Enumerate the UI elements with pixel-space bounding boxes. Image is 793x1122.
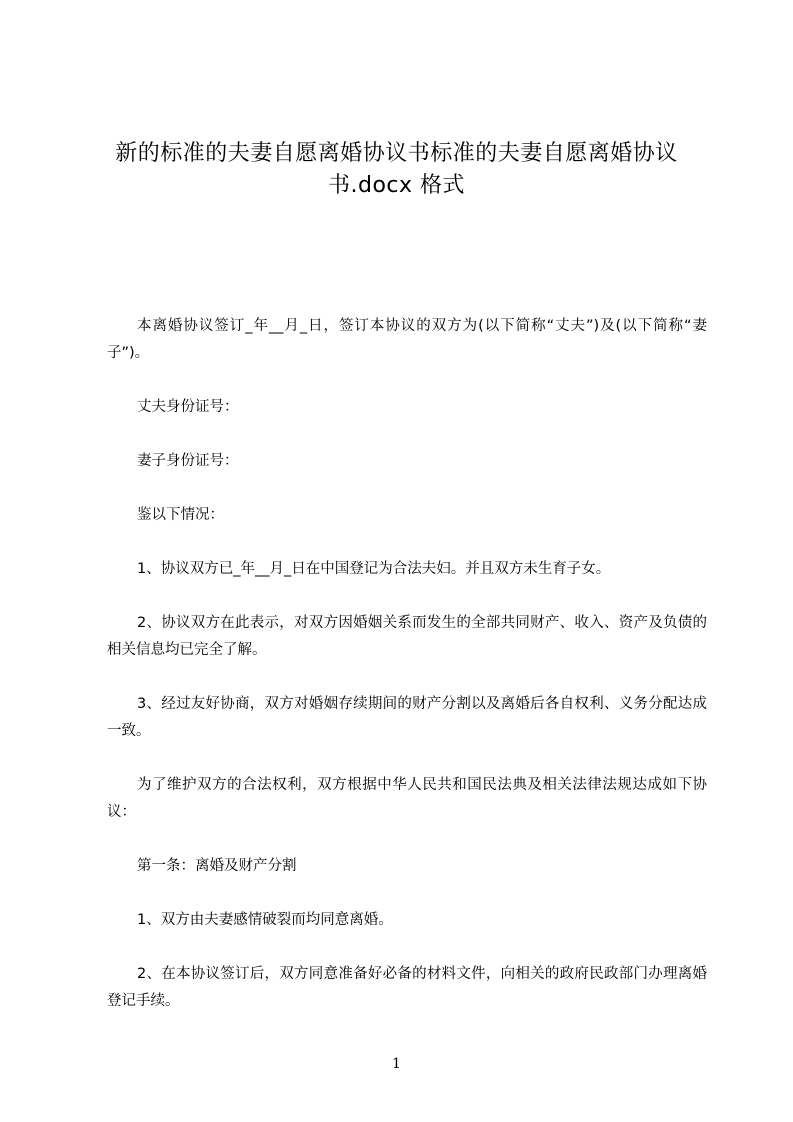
- paragraph-item-2: 2、协议双方在此表示，对双方因婚姻关系而发生的全部共同财产、收入、资产及负债的相关信息均已完全了解。: [107, 615, 707, 658]
- paragraph-agreement-intro: 本离婚协议签订_年__月_日，签订本协议的双方为(以下简称“丈夫”)及(以下简称“妻子”)。: [107, 318, 707, 361]
- paragraph-article-1-item-1: 1、双方由夫妻感情破裂而均同意离婚。: [137, 912, 393, 928]
- paragraph-whereas: 鉴以下情况：: [137, 507, 224, 523]
- paragraph-husband-id: 丈夫身份证号：: [137, 399, 239, 415]
- document-title: 新的标准的夫妻自愿离婚协议书标准的夫妻自愿离婚协议书.docx 格式: [115, 141, 678, 198]
- document-body: [107, 313, 707, 1042]
- page-number: 1: [392, 1056, 401, 1072]
- paragraph-article-1-item-2: 2、在本协议签订后，双方同意准备好必备的材料文件，向相关的政府民政部门办理离婚登记手续。: [107, 966, 707, 1009]
- paragraph-wife-id: 妻子身份证号：: [137, 453, 239, 469]
- paragraph-purpose: 为了维护双方的合法权利，双方根据中华人民共和国民法典及相关法律法规达成如下协议：: [107, 777, 707, 820]
- paragraph-item-3: 3、经过友好协商，双方对婚姻存续期间的财产分割以及离婚后各自权利、义务分配达成一致。: [107, 696, 707, 739]
- paragraph-item-1: 1、协议双方已_年__月_日在中国登记为合法夫妇。并且双方未生育子女。: [137, 561, 611, 577]
- paragraph-article-1-heading: 第一条：离婚及财产分割: [137, 858, 297, 874]
